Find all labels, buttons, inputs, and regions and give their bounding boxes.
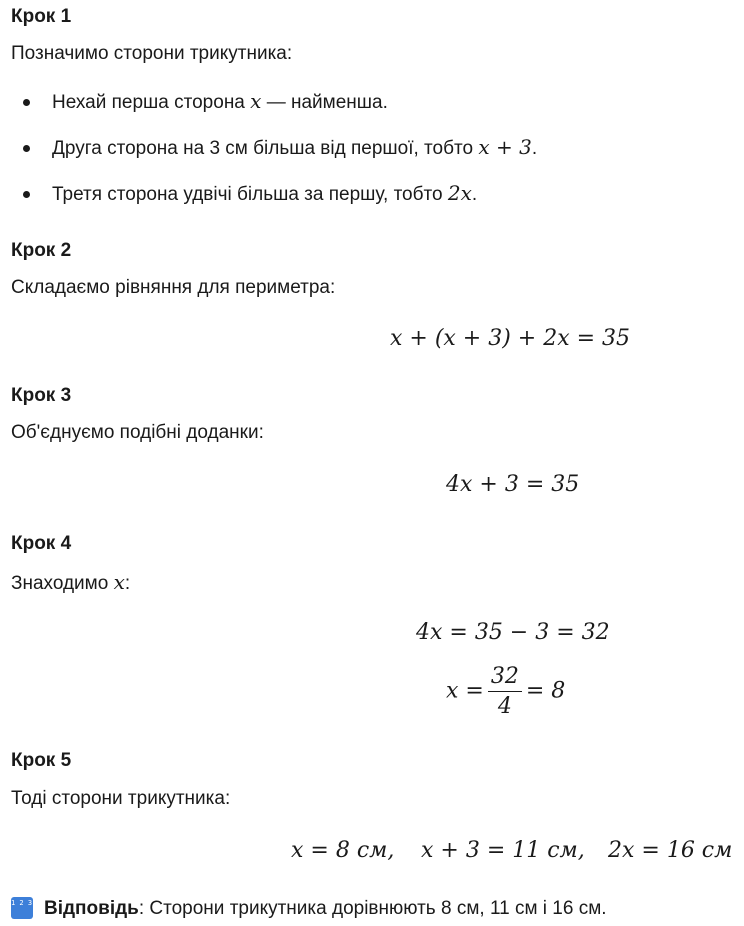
- step-1-intro: Позначимо сторони трикутника:: [11, 43, 293, 64]
- bullet-dot: [23, 145, 30, 152]
- equation-fraction: x = $\frac{32}{4}$ = 8: [446, 664, 566, 719]
- step-5-title: Крок 5: [11, 750, 72, 771]
- step-2-intro: Складаємо рівняння для периметра:: [11, 277, 336, 298]
- list-item: Третя сторона удвічі більша за першу, тобто 2x.: [52, 181, 478, 205]
- equation-combined: 4x + 3 = 35: [446, 472, 580, 497]
- step-2-title: Крок 2: [11, 240, 72, 261]
- step-1-title: Крок 1: [11, 6, 72, 27]
- bullet-dot: [23, 191, 30, 198]
- list-item: Друга сторона на 3 см більша від першої, тобто x + 3.: [52, 135, 538, 159]
- step-5-intro: Тоді сторони трикутника:: [11, 788, 231, 809]
- equation-solve: 4x = 35 − 3 = 32: [416, 620, 610, 645]
- result-1: x = 8 см,: [291, 838, 395, 863]
- answer-line: Відповідь: Сторони трикутника дорівнюють 8 см, 11 см і 16 см.: [44, 898, 607, 919]
- list-item: Нехай перша сторона x — найменша.: [52, 89, 388, 113]
- step-3-intro: Об'єднуємо подібні доданки:: [11, 422, 264, 443]
- numbers-icon: 1 2 3 4: [11, 897, 33, 919]
- result-2: x + 3 = 11 см,: [421, 838, 585, 863]
- step-4-title: Крок 4: [11, 533, 72, 554]
- step-4-intro: Знаходимо x:: [11, 570, 131, 594]
- step-3-title: Крок 3: [11, 385, 72, 406]
- result-3: 2x = 16 см: [608, 838, 733, 863]
- equation-perimeter: x + (x + 3) + 2x = 35: [390, 326, 631, 351]
- fraction: $\frac{32}{4}$: [488, 664, 522, 719]
- bullet-dot: [23, 99, 30, 106]
